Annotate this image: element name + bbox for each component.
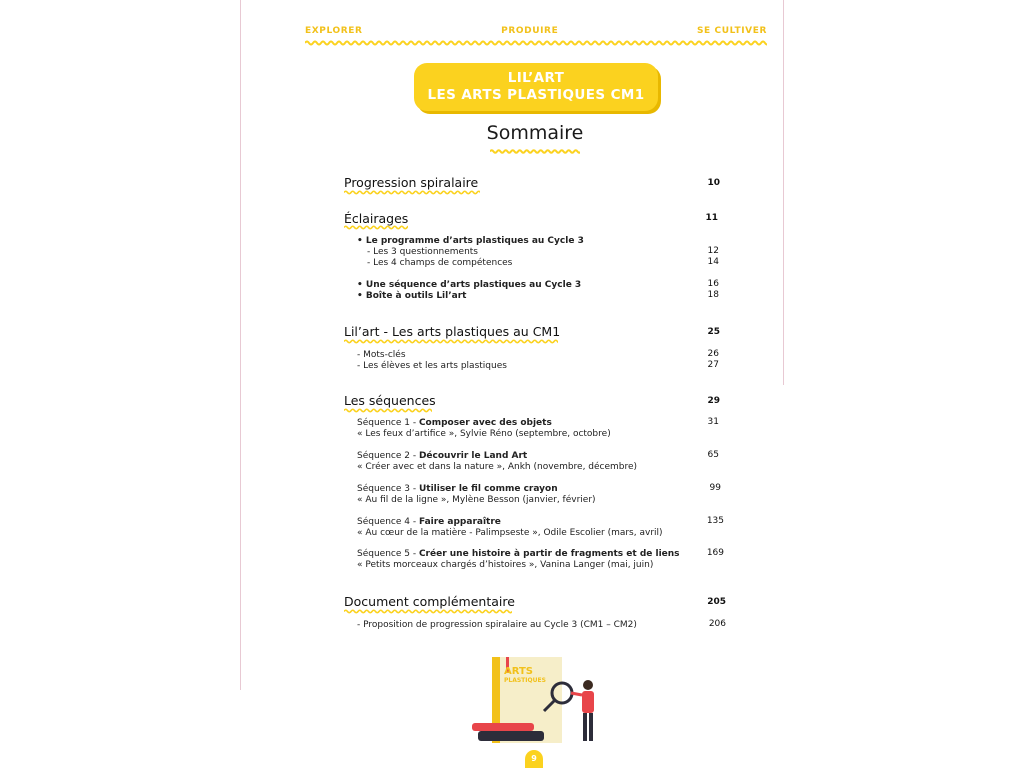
- heading-wave-underline: [490, 149, 580, 157]
- sequence-4-subtitle: « Au cœur de la matière - Palimpseste », Odile Escolier (mars, avril): [357, 528, 663, 538]
- toc-entry-page: 26: [707, 349, 719, 359]
- sequence-4-page: 135: [706, 516, 724, 526]
- section-underline: [344, 609, 512, 615]
- page-edge-right: [783, 0, 784, 385]
- sequence-2-title: Séquence 2 - Découvrir le Land Art: [357, 451, 528, 461]
- section-page-lilart: 25: [707, 327, 720, 337]
- book-title-line2: LES ARTS PLASTIQUES CM1: [427, 87, 645, 103]
- toc-entry: - Les 3 questionnements: [367, 247, 478, 257]
- figure-leg: [583, 713, 587, 741]
- document-page: [240, 0, 783, 768]
- sequence-2-subtitle: « Créer avec et dans la nature », Ankh (novembre, décembre): [357, 462, 638, 472]
- section-title-document: Document complémentaire: [344, 594, 515, 609]
- section-underline: [344, 190, 480, 196]
- sequence-1-subtitle: « Les feux d’artifice », Sylvie Réno (septembre, octobre): [357, 429, 611, 439]
- section-underline: [344, 339, 558, 345]
- section-page-sequences: 29: [707, 396, 720, 406]
- top-wave-divider: [305, 40, 767, 48]
- section-underline: [344, 225, 408, 231]
- stacked-book-dark: [478, 731, 544, 741]
- figure-leg: [589, 713, 593, 741]
- toc-entry: - Mots-clés: [357, 350, 406, 360]
- toc-entry-page: 206: [708, 619, 726, 629]
- toc-entry-page: 12: [707, 246, 719, 256]
- section-title-eclairages: Éclairages: [344, 211, 409, 226]
- figure-shirt: [582, 691, 594, 713]
- section-page-document: 205: [707, 597, 726, 607]
- toc-entry-page: 14: [707, 257, 719, 267]
- section-page-progression: 10: [707, 178, 720, 188]
- toc-entry: - Les élèves et les arts plastiques: [357, 361, 507, 371]
- sequence-3-page: 99: [709, 483, 721, 493]
- toc-entry-page: 16: [707, 279, 719, 289]
- section-underline: [344, 408, 432, 414]
- book-label-plastiques: PLASTIQUES: [504, 677, 546, 684]
- book-label-arts: ARTS: [504, 666, 534, 677]
- section-title-progression: Progression spiralaire: [344, 175, 479, 190]
- book-title-banner: [414, 63, 658, 111]
- stacked-book-red: [472, 723, 534, 731]
- sequence-1-title: Séquence 1 - Composer avec des objets: [357, 418, 552, 428]
- sequence-5-title: Séquence 5 - Créer une histoire à partir de fragments et de liens: [357, 549, 680, 559]
- figure-arm: [571, 693, 582, 695]
- toc-entry-page: 18: [707, 290, 719, 300]
- toc-entry: - Proposition de progression spiralaire au Cycle 3 (CM1 – CM2): [357, 620, 637, 630]
- toc-entry: • Le programme d’arts plastiques au Cycle 3: [357, 236, 584, 246]
- toc-entry: - Les 4 champs de compétences: [367, 258, 513, 268]
- nav-explorer: EXPLORER: [305, 26, 363, 36]
- page-heading: Sommaire: [486, 122, 584, 144]
- sequence-5-subtitle: « Petits morceaux chargés d’histoires », Vanina Langer (mai, juin): [357, 560, 654, 570]
- nav-produire: PRODUIRE: [501, 26, 559, 36]
- sequence-1-page: 31: [707, 417, 719, 427]
- sequence-3-title: Séquence 3 - Utiliser le fil comme crayon: [357, 484, 558, 494]
- nav-se-cultiver: SE CULTIVER: [696, 26, 767, 36]
- section-page-eclairages: 11: [705, 213, 718, 223]
- top-nav: [305, 26, 767, 36]
- section-title-sequences: Les séquences: [344, 393, 436, 408]
- sequence-5-page: 169: [706, 548, 724, 558]
- toc-entry-page: 27: [707, 360, 719, 370]
- sequence-4-title: Séquence 4 - Faire apparaître: [357, 517, 501, 527]
- toc-entry: • Boîte à outils Lil’art: [357, 291, 467, 301]
- sequence-3-subtitle: « Au fil de la ligne », Mylène Besson (janvier, février): [357, 495, 596, 505]
- book-title-line1: LIL’ART: [507, 70, 565, 86]
- page-edge-left: [240, 0, 241, 690]
- books-magnifier-illustration: [470, 655, 600, 747]
- toc-entry: • Une séquence d’arts plastiques au Cycle 3: [357, 280, 582, 290]
- page-number: 9: [525, 750, 543, 768]
- sequence-2-page: 65: [707, 450, 719, 460]
- section-title-lilart: Lil’art - Les arts plastiques au CM1: [344, 324, 561, 339]
- figure-head: [583, 680, 593, 690]
